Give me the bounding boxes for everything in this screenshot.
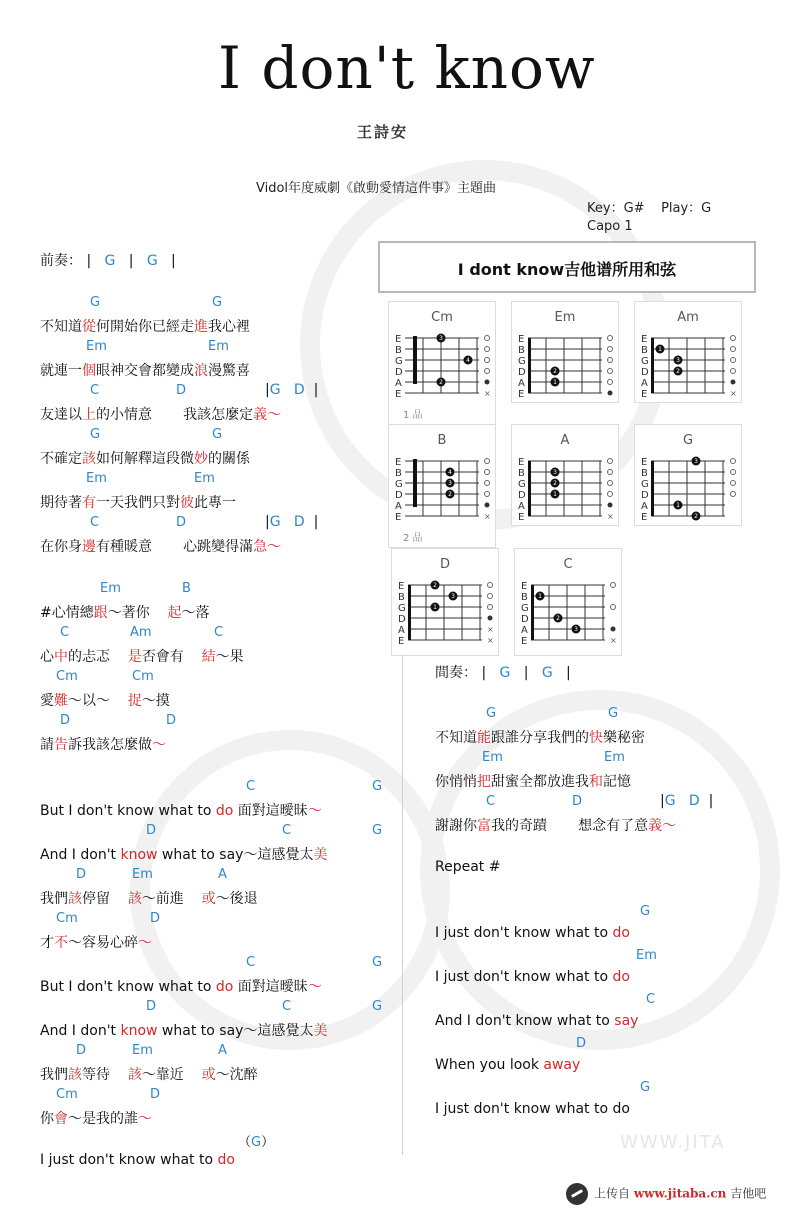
svg-text:3: 3 <box>448 480 452 487</box>
svg-text:E: E <box>395 457 402 468</box>
interlude-chord: G <box>499 665 511 681</box>
bar-line: |G D | <box>660 793 714 809</box>
chord: C <box>246 779 256 794</box>
chord: Em <box>636 948 657 963</box>
chord: G <box>486 706 497 721</box>
chord: Em <box>86 471 107 486</box>
lyric-line: 在你身邊有種暖意 心跳變得滿急～ <box>40 539 282 555</box>
lyric-line: And I don't know what to say～這感覺太美 <box>40 847 328 863</box>
chord: G <box>372 823 383 838</box>
svg-text:E: E <box>641 457 648 468</box>
chord: Em <box>132 1043 153 1058</box>
svg-text:×: × <box>610 636 617 645</box>
svg-text:G: G <box>398 603 406 614</box>
svg-text:B: B <box>518 468 525 479</box>
svg-text:3: 3 <box>574 626 578 633</box>
chord: Em <box>208 339 229 354</box>
intro-label: 前奏： <box>40 253 82 269</box>
guitar-logo-icon <box>566 1183 588 1205</box>
fret-label: 2 品 <box>403 533 423 544</box>
lyric-line: 就連一個眼神交會都變成浪漫驚喜 <box>40 363 250 379</box>
svg-text:2: 2 <box>676 368 680 375</box>
chord: G <box>372 999 383 1014</box>
chord: D <box>166 713 177 728</box>
svg-text:G: G <box>395 479 403 490</box>
interlude-chord: G <box>541 665 553 681</box>
lyric-line: And I don't know what to say～這感覺太美 <box>40 1023 328 1039</box>
svg-text:2: 2 <box>433 582 437 589</box>
chord: G <box>640 904 651 919</box>
svg-text:3: 3 <box>553 469 557 476</box>
svg-text:1: 1 <box>658 346 662 353</box>
svg-text:3: 3 <box>451 593 455 600</box>
fretboard-em <box>516 330 616 402</box>
chord: D <box>60 713 71 728</box>
svg-text:B: B <box>641 345 648 356</box>
lyric-line: 愛難～以～ 捉～摸 <box>40 693 170 709</box>
svg-text:B: B <box>395 468 402 479</box>
lyric-line: 友達以上的小情意 我該怎麼定義～ <box>40 407 282 423</box>
svg-text:E: E <box>518 512 525 523</box>
chord: D <box>576 1036 587 1051</box>
chord: Em <box>86 339 107 354</box>
lyric-line: 我們該等待 該～靠近 或～沈醉 <box>40 1067 258 1083</box>
fretboard-b <box>393 453 493 525</box>
chord: Cm <box>56 911 78 926</box>
chord: C <box>246 955 256 970</box>
artist-name: 王詩安 <box>357 123 409 141</box>
footer-credit <box>566 1183 766 1205</box>
chord: B <box>182 581 191 596</box>
lyric-line: But I don't know what to do 面對這曖昧～ <box>40 803 322 819</box>
svg-text:D: D <box>398 614 406 625</box>
svg-text:B: B <box>641 468 648 479</box>
intro-chord: G <box>104 253 116 269</box>
fretboard-a <box>516 453 616 525</box>
bar-line: |G D | <box>265 382 319 398</box>
fretboard-am <box>639 330 739 402</box>
svg-text:B: B <box>518 345 525 356</box>
chord: A <box>218 1043 227 1058</box>
svg-text:2: 2 <box>556 615 560 622</box>
chord: Cm <box>132 669 154 684</box>
svg-text:D: D <box>518 490 526 501</box>
chord: D <box>176 515 187 530</box>
chord: D <box>150 1087 161 1102</box>
chord: C <box>214 625 224 640</box>
lyric-line: 謝謝你富我的奇蹟 想念有了意義～ <box>435 818 677 834</box>
svg-text:A: A <box>641 378 648 389</box>
chord: G <box>212 427 223 442</box>
chord: C <box>60 625 70 640</box>
chord: G <box>90 427 101 442</box>
chord: C <box>646 992 656 1007</box>
svg-text:1: 1 <box>676 502 680 509</box>
lyric-line: 心中的忐忑 是否會有 結～果 <box>40 649 244 665</box>
svg-text:E: E <box>518 334 525 345</box>
interlude-line: 間奏： | G | G | <box>435 665 571 681</box>
svg-text:G: G <box>641 356 649 367</box>
svg-text:1: 1 <box>433 604 437 611</box>
svg-text:3: 3 <box>439 335 443 342</box>
chord-diagram-a <box>511 424 619 526</box>
svg-text:×: × <box>730 389 737 398</box>
key-info: Key：G# Play：G <box>587 201 712 216</box>
fret-label: 1 品 <box>403 410 423 421</box>
chord: D <box>150 911 161 926</box>
chord: （G） <box>238 1135 275 1150</box>
intro-chord: G <box>146 253 158 269</box>
svg-text:2: 2 <box>553 368 557 375</box>
chord-name: B <box>437 433 447 448</box>
footer-prefix: 上传自 <box>594 1186 631 1201</box>
chord-name: G <box>682 433 694 448</box>
svg-text:D: D <box>641 490 649 501</box>
song-subtitle: Vidol年度威劇《啟動愛情這件事》主題曲 <box>256 181 497 196</box>
svg-text:D: D <box>518 367 526 378</box>
interlude-label: 間奏： <box>435 665 477 681</box>
svg-text:G: G <box>521 603 529 614</box>
svg-text:×: × <box>484 512 491 521</box>
chord-box-header <box>378 241 756 293</box>
chord-box-title: I dont know吉他谱所用和弦 <box>457 260 677 279</box>
svg-text:E: E <box>641 389 648 400</box>
lyric-line: 期待著有一天我們只對彼此專一 <box>40 495 236 511</box>
chord: D <box>146 823 157 838</box>
chord: Am <box>130 625 152 640</box>
chord: D <box>146 999 157 1014</box>
chord: G <box>90 295 101 310</box>
svg-text:D: D <box>395 490 403 501</box>
lyric-line: I just don't know what to do <box>435 925 630 941</box>
chord: D <box>572 794 583 809</box>
fretboard-d <box>396 577 496 649</box>
svg-text:E: E <box>398 581 405 592</box>
watermark-text: WWW.JITA <box>620 1132 726 1153</box>
repeat-marker: Repeat # <box>435 859 501 875</box>
chord: Em <box>482 750 503 765</box>
svg-text:×: × <box>487 625 494 634</box>
lyric-line: 你會～是我的誰～ <box>40 1111 152 1127</box>
svg-text:E: E <box>641 512 648 523</box>
lyric-line: I just don't know what to do <box>435 1101 630 1117</box>
chord: C <box>282 999 292 1014</box>
chord: Cm <box>56 669 78 684</box>
svg-text:B: B <box>521 592 528 603</box>
svg-text:E: E <box>521 636 528 647</box>
lyric-line: When you look away <box>435 1057 581 1073</box>
song-title: I don't know <box>218 34 596 102</box>
chord: C <box>282 823 292 838</box>
svg-text:E: E <box>521 581 528 592</box>
svg-text:B: B <box>398 592 405 603</box>
lyric-line: 我們該停留 該～前進 或～後退 <box>40 891 258 907</box>
svg-text:A: A <box>395 378 402 389</box>
svg-text:A: A <box>398 625 405 636</box>
svg-text:×: × <box>487 636 494 645</box>
chord-diagram-g <box>634 424 742 526</box>
svg-text:1: 1 <box>553 379 557 386</box>
svg-text:1: 1 <box>538 593 542 600</box>
chord: G <box>640 1080 651 1095</box>
fretboard-g <box>639 453 739 525</box>
chord: Cm <box>56 1087 78 1102</box>
svg-text:E: E <box>398 636 405 647</box>
svg-text:E: E <box>395 389 402 400</box>
chord: C <box>486 794 496 809</box>
chord-name: Em <box>554 310 576 325</box>
bar-line: |G D | <box>265 514 319 530</box>
chord: G <box>372 955 383 970</box>
svg-text:D: D <box>395 367 403 378</box>
lyric-line: And I don't know what to say <box>435 1013 639 1029</box>
svg-text:4: 4 <box>466 357 470 364</box>
capo-info: Capo 1 <box>587 219 633 234</box>
lyric-line: I just don't know what to do <box>40 1152 235 1168</box>
chord-name: Cm <box>431 310 453 325</box>
chord: D <box>76 1043 87 1058</box>
svg-text:E: E <box>641 334 648 345</box>
svg-text:2: 2 <box>553 480 557 487</box>
chord-diagram-d <box>391 548 499 656</box>
svg-text:2: 2 <box>439 379 443 386</box>
chord: G <box>608 706 619 721</box>
svg-text:A: A <box>395 501 402 512</box>
svg-text:A: A <box>641 501 648 512</box>
svg-text:E: E <box>518 389 525 400</box>
svg-text:×: × <box>607 512 614 521</box>
svg-text:G: G <box>395 356 403 367</box>
lyric-line: But I don't know what to do 面對這曖昧～ <box>40 979 322 995</box>
fretboard-c <box>519 577 619 649</box>
lyric-line: 不知道從何開始你已經走進我心裡 <box>40 319 250 335</box>
svg-text:E: E <box>395 512 402 523</box>
chord: Em <box>100 581 121 596</box>
column-divider <box>402 655 403 1155</box>
lyric-line: 才不～容易心碎～ <box>40 935 152 951</box>
chord: C <box>90 383 100 398</box>
chord-name: A <box>560 433 570 448</box>
chord-diagram-b <box>388 424 496 548</box>
svg-text:A: A <box>518 501 525 512</box>
svg-text:2: 2 <box>694 513 698 520</box>
footer-suffix: 吉他吧 <box>730 1186 767 1201</box>
lyric-line: 你悄悄把甜蜜全都放進我和記憶 <box>435 774 631 790</box>
chord: Em <box>604 750 625 765</box>
svg-text:A: A <box>521 625 528 636</box>
lyric-line: 不確定該如何解釋這段微妙的關係 <box>40 451 250 467</box>
chord-diagram-em <box>511 301 619 403</box>
svg-text:G: G <box>518 479 526 490</box>
footer-link[interactable]: www.jitaba.cn <box>633 1186 727 1201</box>
chord: D <box>76 867 87 882</box>
chord: Em <box>132 867 153 882</box>
svg-text:3: 3 <box>676 357 680 364</box>
svg-text:E: E <box>518 457 525 468</box>
svg-text:D: D <box>641 367 649 378</box>
chord-diagram-c <box>514 548 622 656</box>
chord: C <box>90 515 100 530</box>
lyric-line: I just don't know what to do <box>435 969 630 985</box>
chord: D <box>176 383 187 398</box>
svg-text:4: 4 <box>448 469 452 476</box>
chord: G <box>212 295 223 310</box>
lyric-line: 請告訴我該怎麼做～ <box>40 737 166 753</box>
svg-text:E: E <box>395 334 402 345</box>
chord-name: Am <box>677 310 699 325</box>
chord-name: D <box>439 557 450 572</box>
svg-text:G: G <box>641 479 649 490</box>
svg-text:1: 1 <box>553 491 557 498</box>
chord-diagram-cm <box>388 301 496 425</box>
svg-text:×: × <box>484 389 491 398</box>
chord: Em <box>194 471 215 486</box>
svg-text:D: D <box>521 614 529 625</box>
chord: A <box>218 867 227 882</box>
svg-text:B: B <box>395 345 402 356</box>
svg-text:A: A <box>518 378 525 389</box>
chord: G <box>372 779 383 794</box>
intro-line: 前奏： | G | G | <box>40 253 176 269</box>
fretboard-cm <box>393 330 493 402</box>
chord-name: C <box>563 557 573 572</box>
svg-text:3: 3 <box>694 458 698 465</box>
lyric-line: 不知道能跟誰分享我們的快樂秘密 <box>435 730 645 746</box>
svg-text:2: 2 <box>448 491 452 498</box>
svg-text:G: G <box>518 356 526 367</box>
chord-diagram-am <box>634 301 742 403</box>
lyric-line: #心情總跟～著你 起～落 <box>40 605 210 621</box>
